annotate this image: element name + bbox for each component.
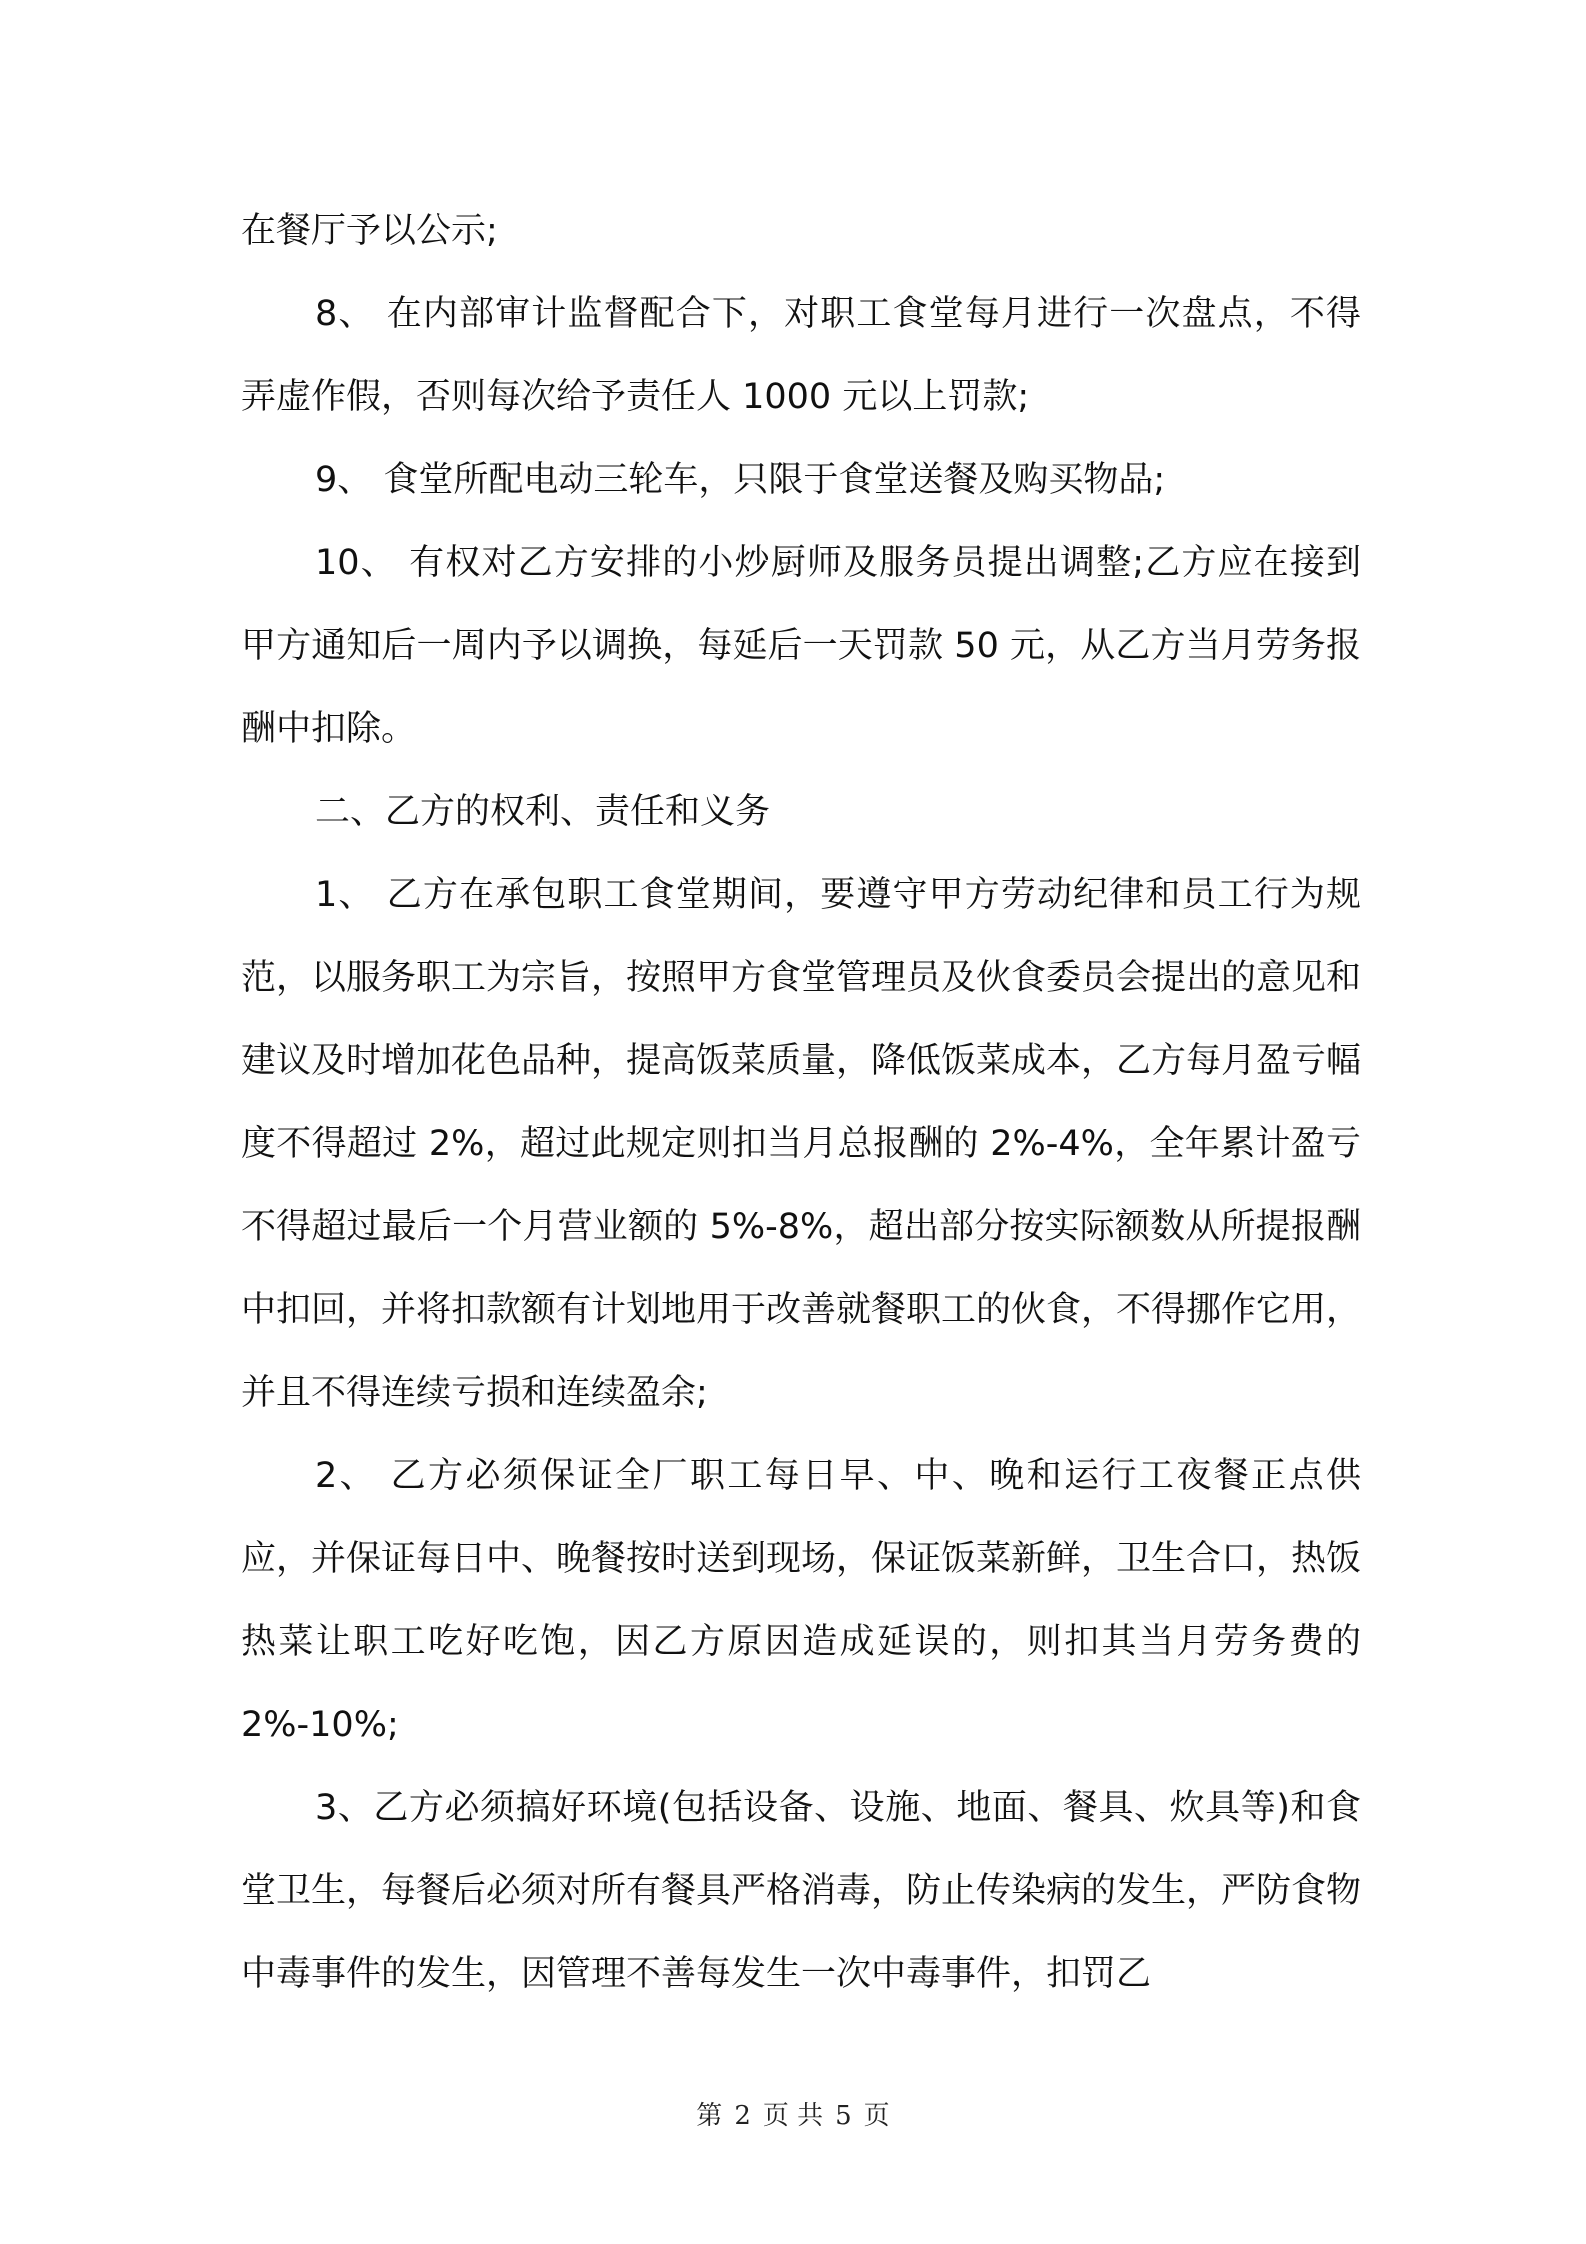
paragraph-item-2: 2、 乙方必须保证全厂职工每日早、中、晚和运行工夜餐正点供应，并保证每日中、晚餐按时送到现场，保证饭菜新鲜，卫生合口，热饭热菜让职工吃好吃饱，因乙方原因造成延误的，则扣其当月劳务费的 2%-10%; <box>241 1456 1362 1745</box>
footer-prefix: 第 <box>696 2101 723 2131</box>
footer-suffix: 页 <box>863 2101 890 2131</box>
document-body <box>241 190 1361 2016</box>
footer-current-page: 2 <box>734 2101 751 2131</box>
section-heading: 二、乙方的权利、责任和义务 <box>315 792 771 832</box>
paragraph-item-10: 10、 有权对乙方安排的小炒厨师及服务员提出调整;乙方应在接到甲方通知后一周内予以调换，每延后一天罚款 50 元，从乙方当月劳务报酬中扣除。 <box>241 543 1361 749</box>
paragraph-item-8: 8、 在内部审计监督配合下，对职工食堂每月进行一次盘点，不得弄虚作假，否则每次给予责任人 1000 元以上罚款; <box>241 294 1361 417</box>
footer-middle: 页 共 <box>762 2101 824 2131</box>
paragraph-item-9: 9、 食堂所配电动三轮车，只限于食堂送餐及购买物品; <box>315 460 1166 500</box>
page-footer <box>0 2095 1586 2132</box>
paragraph-continuation: 在餐厅予以公示; <box>241 211 498 251</box>
footer-total-pages: 5 <box>835 2101 852 2131</box>
paragraph-item-3: 3、乙方必须搞好环境(包括设备、设施、地面、餐具、炊具等)和食堂卫生，每餐后必须对所有餐具严格消毒，防止传染病的发生，严防食物中毒事件的发生，因管理不善每发生一次中毒事件，扣罚乙 <box>241 1788 1362 1994</box>
paragraph-item-1: 1、 乙方在承包职工食堂期间，要遵守甲方劳动纪律和员工行为规范，以服务职工为宗旨，按照甲方食堂管理员及伙食委员会提出的意见和建议及时增加花色品种，提高饭菜质量，降低饭菜成本，乙方每月盈亏幅度不得超过 2%，超过此规定则扣当月总报酬的 2%-4%，全年累计盈亏不得超过最后一个月营业额的 5%-8%，超出部分按实际额数从所提报酬中扣回，并将扣款额有计划地用于改善就餐职工的伙食，不得挪作它用，并且不得连续亏损和连续盈余; <box>241 875 1362 1413</box>
